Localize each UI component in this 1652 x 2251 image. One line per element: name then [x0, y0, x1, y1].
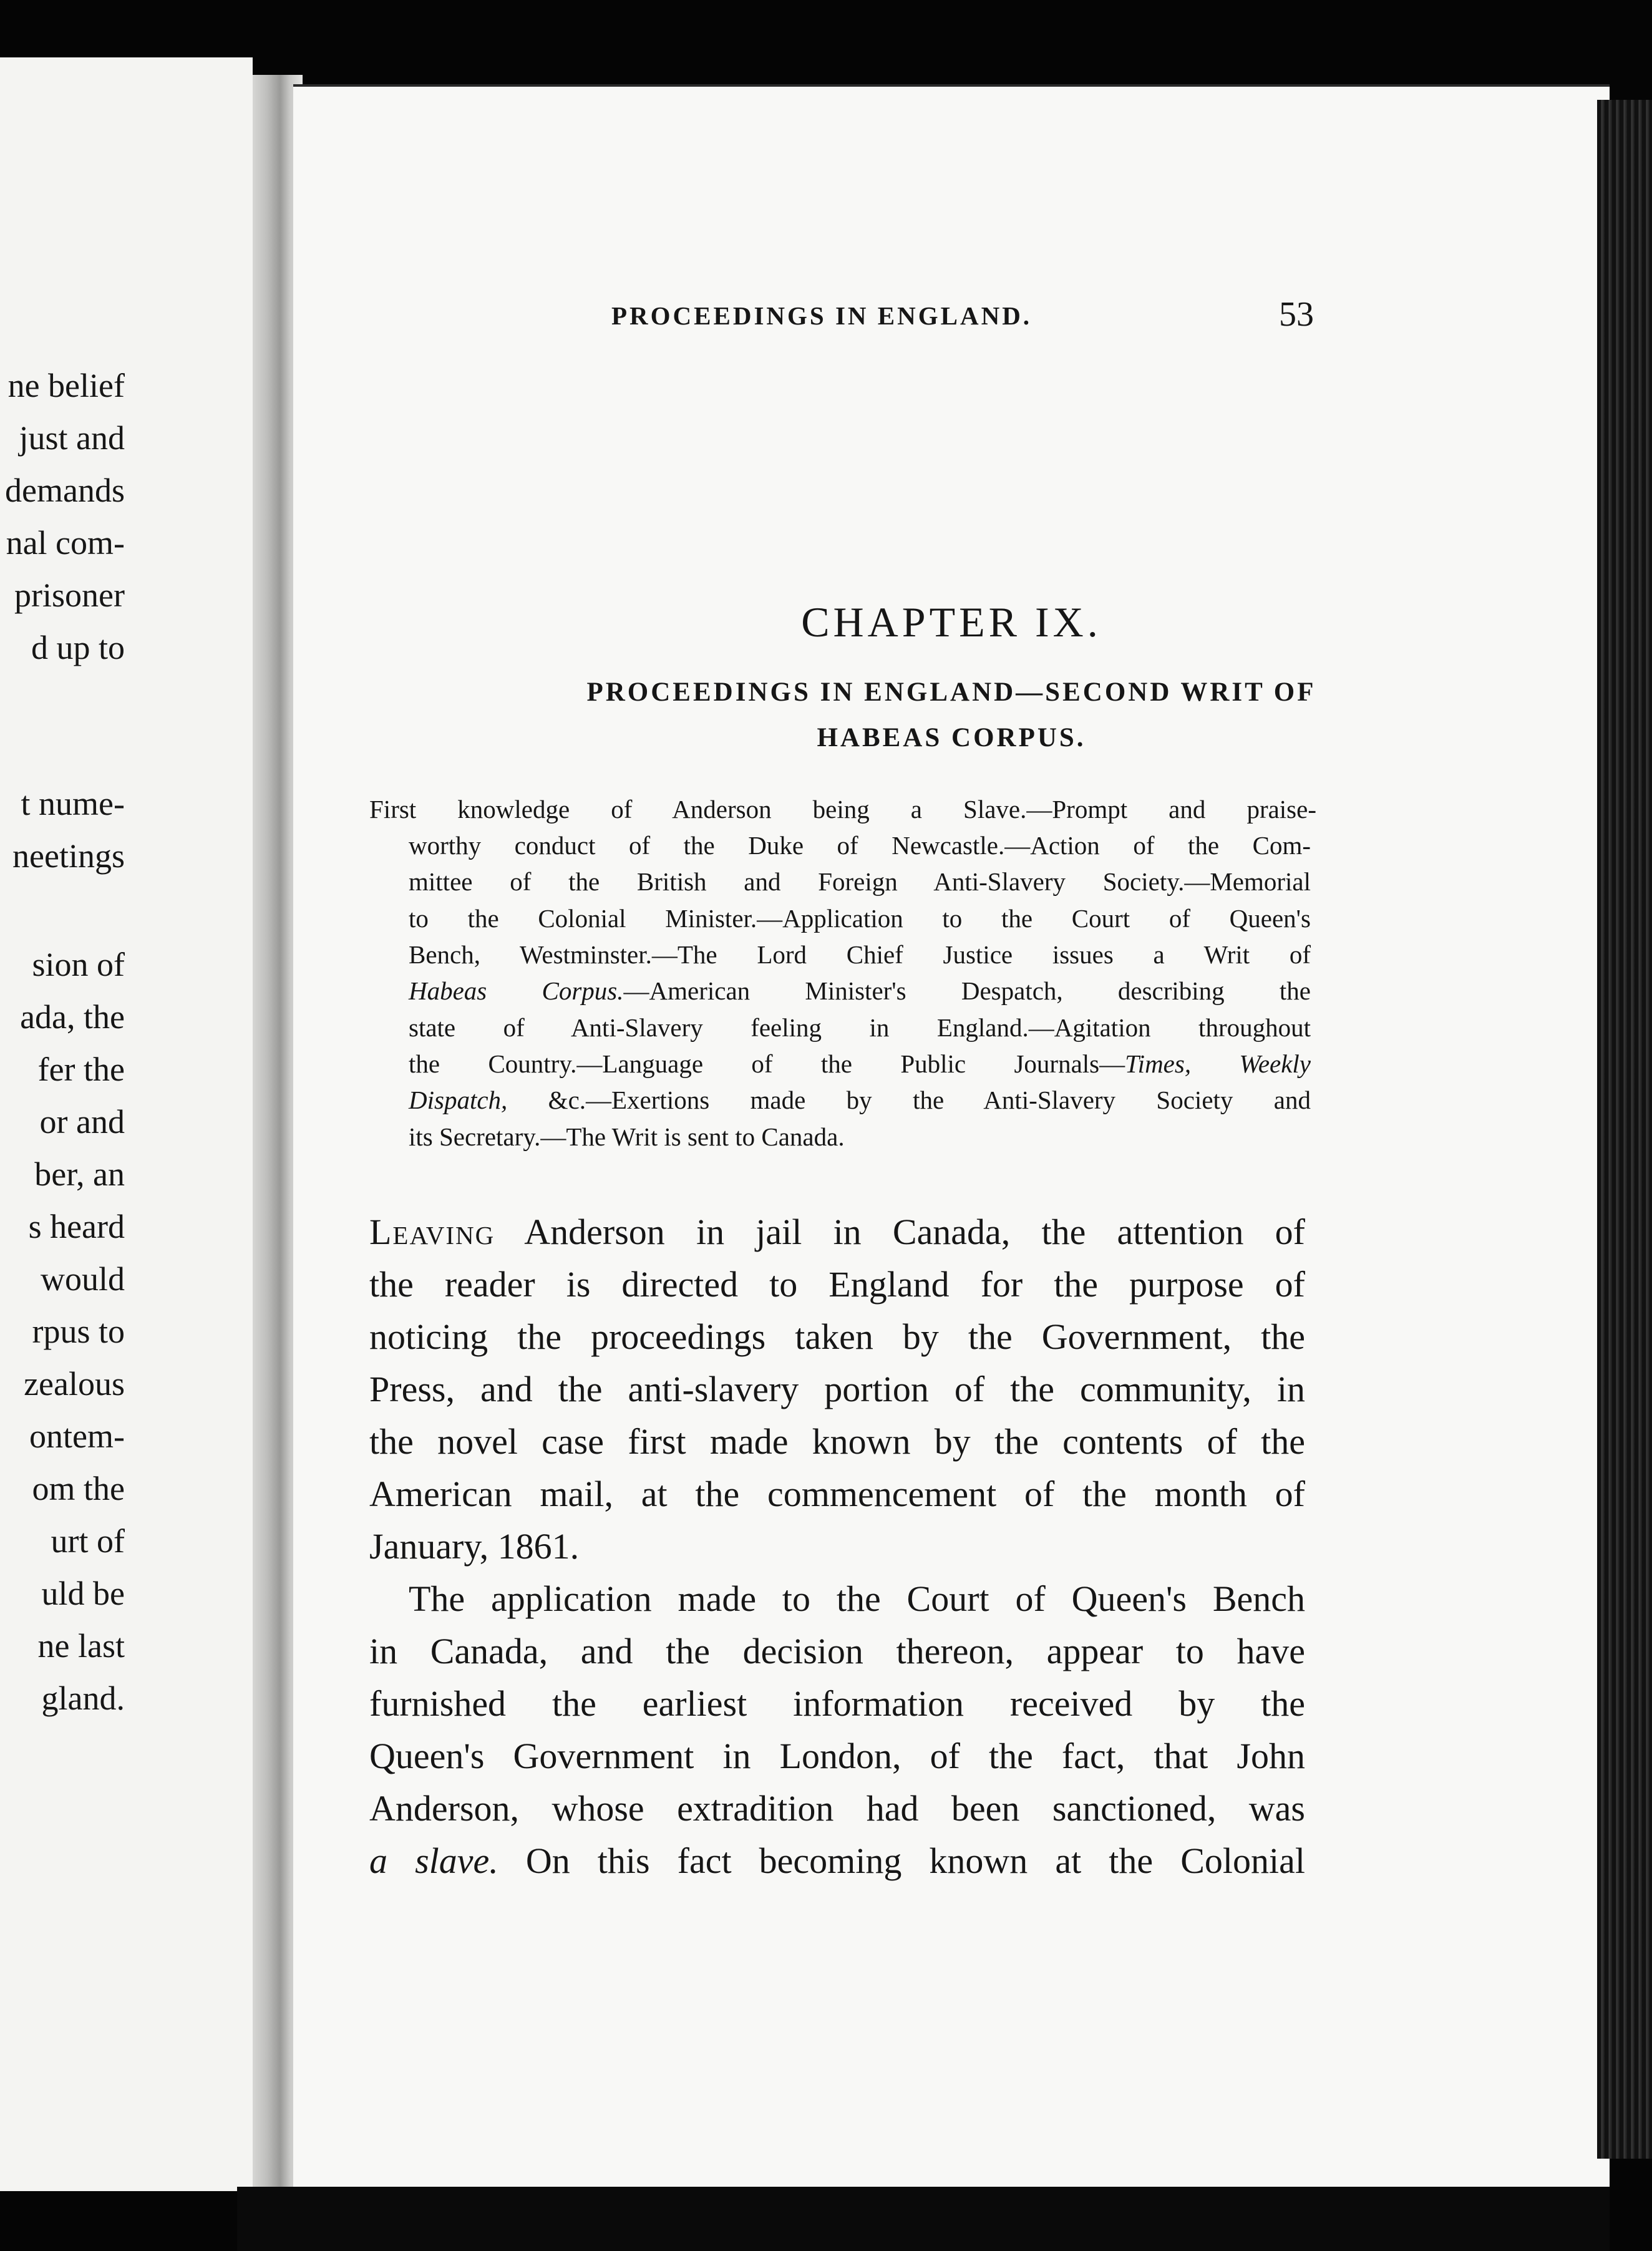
summary-line — [409, 1048, 1311, 1079]
body-line: Anderson, whose extradition had been sanctioned, was — [369, 1788, 1305, 1829]
summary-text: &c.—Exertions made by the Anti-Slavery Society and — [507, 1086, 1311, 1114]
previous-page-line: sion of — [32, 946, 125, 983]
previous-page-line: ne last — [37, 1627, 125, 1665]
summary-text: —American Minister's Despatch, describing the — [623, 976, 1311, 1005]
body-line: in Canada, and the decision thereon, appear to have — [369, 1631, 1305, 1671]
previous-page-line: ontem- — [29, 1417, 125, 1455]
scan-bottom-border — [237, 2187, 1610, 2251]
previous-page-line: nal com- — [6, 524, 125, 562]
body-italic: a slave. — [369, 1840, 498, 1881]
page-number: 53 — [1279, 295, 1314, 334]
chapter-subtitle-line-1: PROCEEDINGS IN ENGLAND—SECOND WRIT OF — [586, 678, 1316, 707]
previous-page-line: urt of — [51, 1522, 125, 1560]
previous-page-line: demands — [5, 472, 125, 509]
body-line: The application made to the Court of Queen's Bench — [409, 1578, 1305, 1619]
summary-line: worthy conduct of the Duke of Newcastle.—Action of the Com- — [409, 831, 1311, 860]
running-head: PROCEEDINGS IN ENGLAND. — [611, 301, 1032, 330]
body-line — [369, 1210, 1305, 1254]
body-text-span: Anderson in jail in Canada, the attention of — [495, 1212, 1305, 1252]
summary-line: state of Anti-Slavery feeling in England.—Agitation throughout — [409, 1013, 1311, 1042]
body-line: noticing the proceedings taken by the Government, the — [369, 1316, 1305, 1357]
previous-page-line: zealous — [24, 1365, 125, 1403]
previous-page-line: would — [41, 1260, 125, 1298]
body-line: the reader is directed to England for the purpose of — [369, 1264, 1305, 1305]
previous-page-line: just and — [19, 419, 125, 457]
previous-page-line: om the — [32, 1470, 125, 1507]
body-line: furnished the earliest information received by the — [369, 1683, 1305, 1724]
previous-page-line: s heard — [28, 1208, 125, 1245]
body-line: American mail, at the commencement of the month of — [369, 1474, 1305, 1514]
previous-page-line: t nume- — [21, 785, 125, 822]
previous-page-line: uld be — [41, 1575, 125, 1612]
body-line — [369, 1839, 1305, 1883]
body-line: January, 1861. — [369, 1526, 580, 1567]
previous-page-line: ada, the — [20, 998, 125, 1036]
previous-page-line: or and — [39, 1103, 125, 1140]
body-line: the novel case first made known by the contents of the — [369, 1421, 1305, 1462]
drop-lead-word: Leaving — [369, 1212, 495, 1252]
body-text-span: On this fact becoming known at the Colonial — [498, 1840, 1306, 1881]
summary-text: the Country.—Language of the Public Journals— — [409, 1049, 1125, 1078]
previous-page-line: ne belief — [7, 367, 125, 404]
previous-page-line: gland. — [41, 1680, 125, 1717]
previous-page-line: neetings — [12, 837, 125, 875]
body-line: Queen's Government in London, of the fact, that John — [369, 1736, 1305, 1776]
summary-italic: Dispatch, — [409, 1086, 508, 1114]
summary-line: to the Colonial Minister.—Application to the Court of Queen's — [409, 904, 1311, 933]
body-line: Press, and the anti-slavery portion of the community, in — [369, 1369, 1305, 1409]
chapter-subtitle-line-2: HABEAS CORPUS. — [817, 723, 1086, 752]
summary-line — [409, 975, 1311, 1006]
previous-page-line: rpus to — [32, 1313, 125, 1350]
summary-line: its Secretary.—The Writ is sent to Canada. — [409, 1122, 845, 1151]
summary-line: mittee of the British and Foreign Anti-Slavery Society.—Memorial — [409, 867, 1311, 896]
summary-line — [409, 1084, 1311, 1116]
previous-page-line: prisoner — [14, 576, 125, 614]
previous-page-line: fer the — [37, 1051, 125, 1088]
summary-line: Bench, Westminster.—The Lord Chief Justice issues a Writ of — [409, 940, 1311, 969]
summary-italic: Habeas Corpus. — [409, 976, 624, 1005]
summary-italic: Times, Weekly — [1125, 1049, 1311, 1078]
previous-page-line: ber, an — [34, 1155, 125, 1193]
chapter-title: CHAPTER IX. — [801, 598, 1102, 646]
page-edge — [1597, 100, 1652, 2159]
summary-line: First knowledge of Anderson being a Slave.—Prompt and praise- — [369, 795, 1316, 824]
previous-page-line: d up to — [31, 629, 125, 666]
